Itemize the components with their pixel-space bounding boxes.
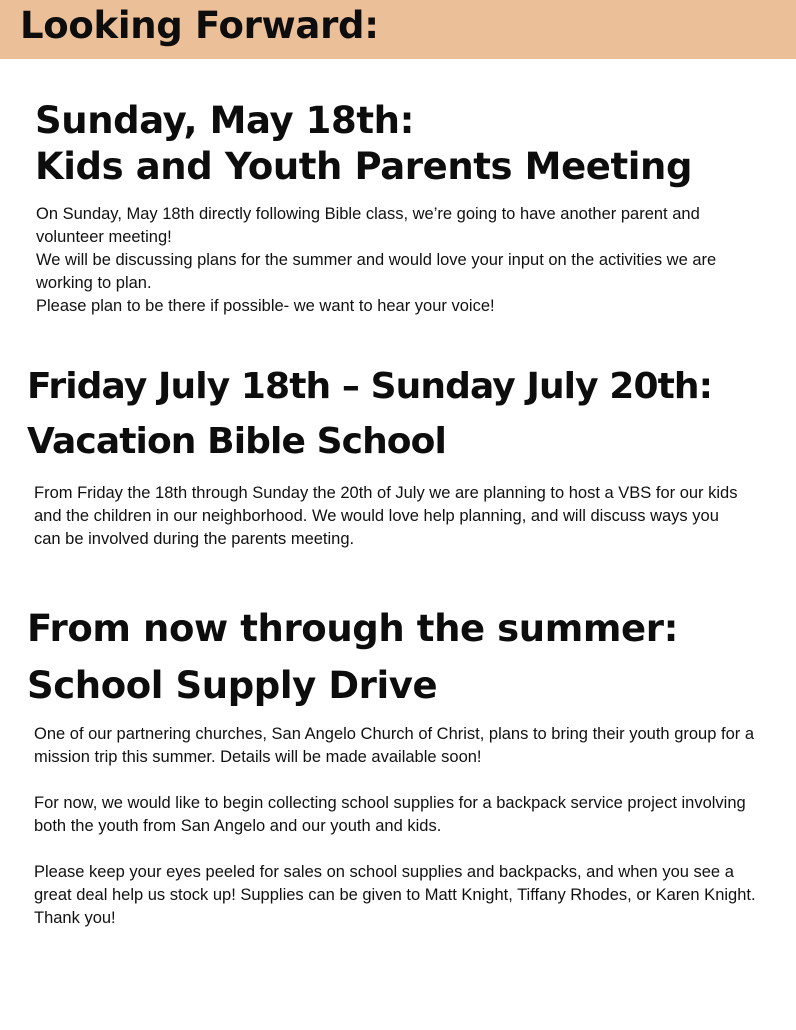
paragraph: One of our partnering churches, San Angelo Church of Christ, plans to bring their youth group for a mission trip this summer. Details will be made available soon! <box>34 725 754 766</box>
section-heading-parents-meeting <box>35 98 692 190</box>
section-body-supply-drive <box>34 723 762 930</box>
section-heading-event: Vacation Bible School <box>27 421 446 462</box>
page-title: Looking Forward: <box>20 4 379 47</box>
section-heading-event: Kids and Youth Parents Meeting <box>35 145 693 188</box>
paragraph: On Sunday, May 18th directly following Bible class, we’re going to have another parent and volunteer meeting! <box>36 205 700 246</box>
section-body-parents-meeting <box>36 203 748 318</box>
section-heading-supply-drive <box>27 600 678 714</box>
section-heading-date: Friday July 18th – Sunday July 20th: <box>27 366 713 407</box>
header-banner <box>0 0 796 59</box>
section-heading-date: Sunday, May 18th: <box>35 99 414 142</box>
section-body-vbs <box>34 482 750 551</box>
paragraph: Please keep your eyes peeled for sales on school supplies and backpacks, and when you see a great deal help us stock up! Supplies can be given to Matt Knight, Tiffany Rhodes, or Karen Knight. Thank you! <box>34 863 756 927</box>
paragraph: From Friday the 18th through Sunday the 20th of July we are planning to host a VBS for our kids and the children in our neighborhood. We would love help planning, and will discuss ways you can be involved during the parents meeting. <box>34 484 738 548</box>
section-heading-vbs <box>27 359 712 469</box>
section-heading-event: School Supply Drive <box>27 664 438 707</box>
section-heading-date: From now through the summer: <box>27 607 678 650</box>
paragraph: For now, we would like to begin collecting school supplies for a backpack service project involving both the youth from San Angelo and our youth and kids. <box>34 794 746 835</box>
paragraph: Please plan to be there if possible- we want to hear your voice! <box>36 297 495 315</box>
paragraph: We will be discussing plans for the summer and would love your input on the activities we are working to plan. <box>36 251 717 292</box>
